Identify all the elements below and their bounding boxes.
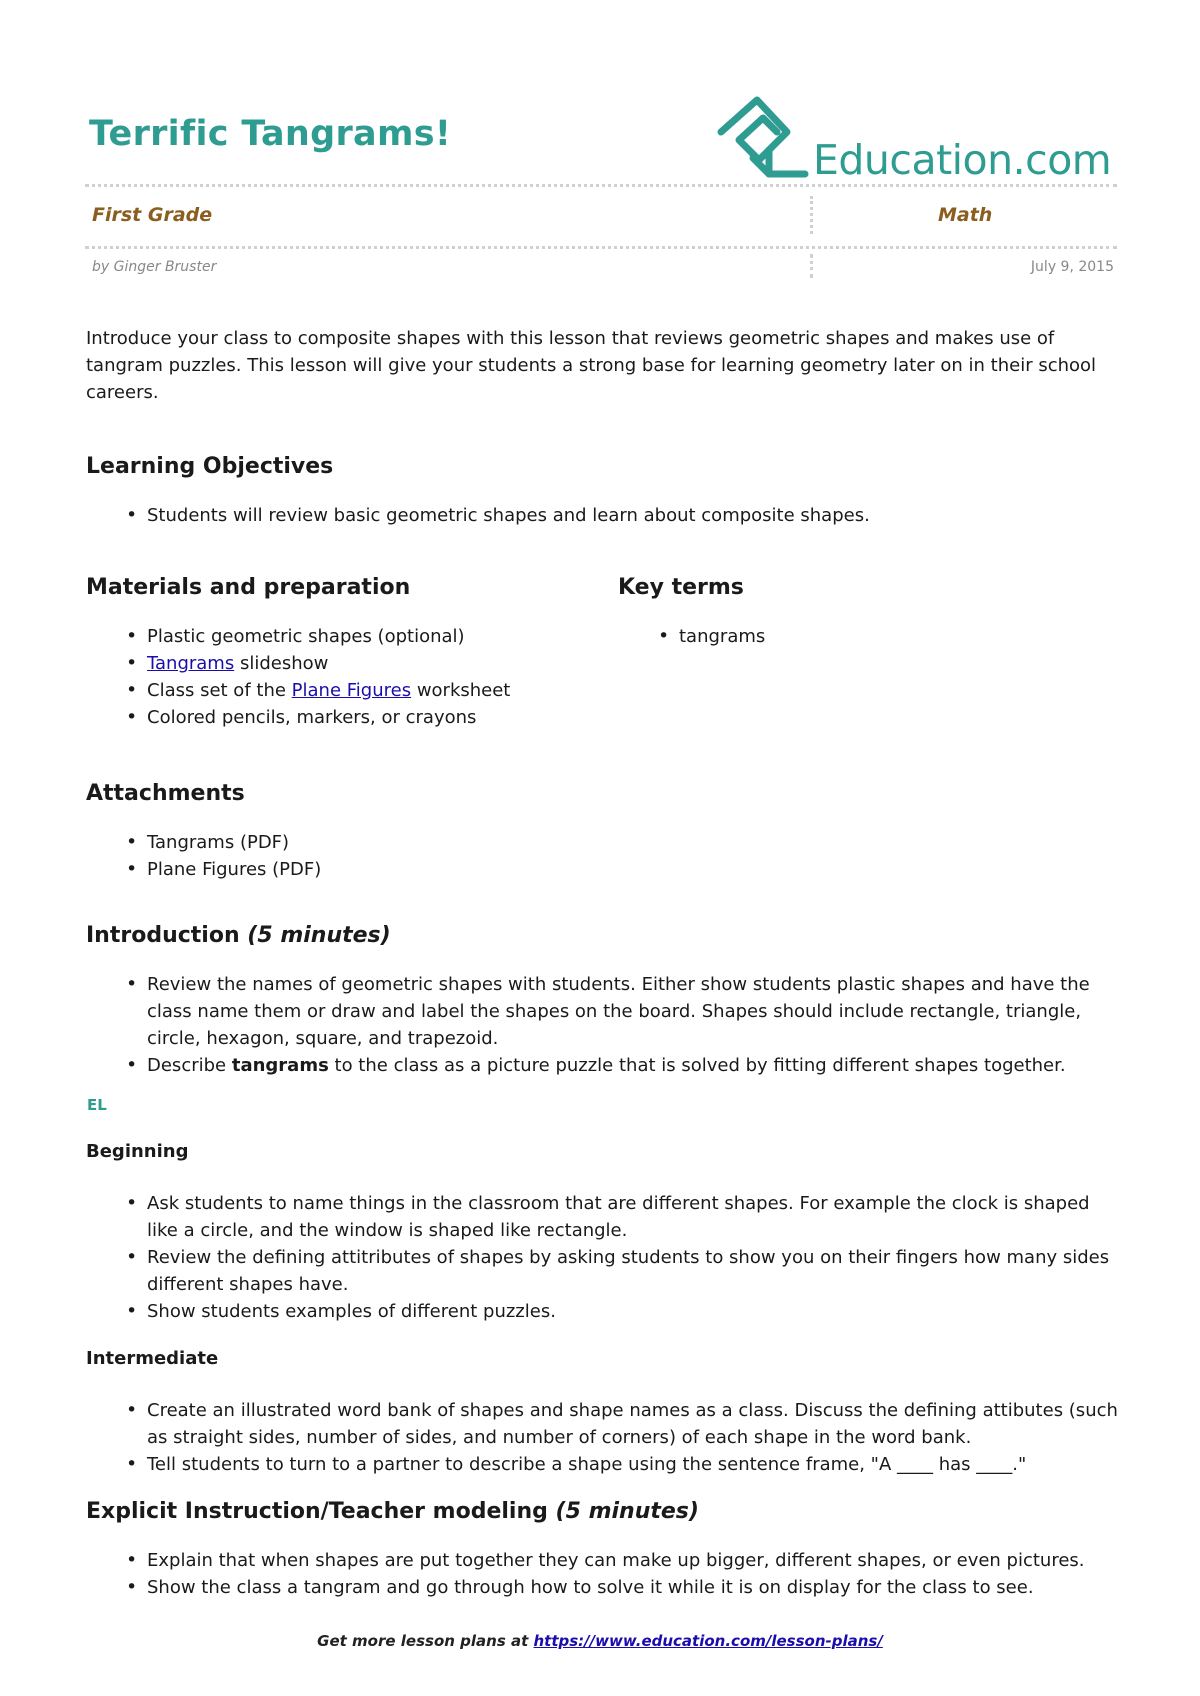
introduction-list <box>86 971 1126 1079</box>
explicit-instruction-title: Explicit Instruction/Teacher modeling <box>86 1499 548 1524</box>
list-item: • Show students examples of different puzzles. <box>86 1298 1126 1325</box>
author: by Ginger Bruster <box>92 259 217 275</box>
meta-divider <box>85 246 1117 249</box>
learning-objectives-heading: Learning Objectives <box>86 454 334 479</box>
explicit-instruction-list <box>86 1547 1126 1601</box>
list-item <box>86 677 606 704</box>
footer-text: Get more lesson plans at <box>317 1632 534 1650</box>
introduction-title: Introduction <box>86 923 240 948</box>
list-item: • Show the class a tangram and go through how to solve it while it is on display for the class to see. <box>86 1574 1126 1601</box>
attachments-heading: Attachments <box>86 781 245 806</box>
list-item-text: worksheet <box>411 680 511 701</box>
list-item-text: slideshow <box>234 653 329 674</box>
list-item <box>86 650 606 677</box>
list-item: • tangrams <box>618 623 1098 650</box>
explicit-instruction-heading <box>86 1499 699 1524</box>
list-item-text: to the class as a picture puzzle that is solved by fitting different shapes together. <box>328 1055 1066 1076</box>
attachment-item[interactable]: • Tangrams (PDF) <box>86 829 1116 856</box>
logo-wordmark: Education.com <box>813 136 1112 184</box>
list-item: • Review the names of geometric shapes with students. Either show students plastic shapes and have the class name them or draw and label the shapes on the board. Shapes should include rectangle, triangle, circle, hexagon, square, and trapezoid. <box>86 971 1126 1052</box>
intro-paragraph: Introduce your class to composite shapes with this lesson that reviews geometric shapes and makes use of tangram puzzles. This lesson will give your students a strong base for learning geometry later on in their school careers. <box>86 328 1097 403</box>
list-item-text: Class set of the <box>147 680 292 701</box>
list-item <box>86 1052 1126 1079</box>
intermediate-list <box>86 1397 1126 1478</box>
attachment-item[interactable]: • Plane Figures (PDF) <box>86 856 1116 883</box>
materials-list <box>86 623 606 731</box>
introduction-duration: (5 minutes) <box>247 923 391 948</box>
education-com-logo[interactable] <box>715 92 1115 187</box>
header-divider <box>85 184 1117 187</box>
objectives-list <box>86 502 1116 529</box>
list-item: • Plastic geometric shapes (optional) <box>86 623 606 650</box>
tangrams-link[interactable]: Tangrams <box>147 653 235 674</box>
intermediate-heading: Intermediate <box>86 1348 219 1369</box>
grade-level: First Grade <box>92 204 213 226</box>
list-item: • Students will review basic geometric shapes and learn about composite shapes. <box>86 502 1116 529</box>
meta-column-divider <box>810 196 813 234</box>
list-item: • Create an illustrated word bank of shapes and shape names as a class. Discuss the defining attibutes (such as straight sides, number of sides, and number of corners) of each shape in the word bank. <box>86 1397 1126 1451</box>
footer <box>0 1632 1200 1650</box>
list-item: • Colored pencils, markers, or crayons <box>86 704 606 731</box>
meta-column-divider-2 <box>810 254 813 278</box>
key-terms-list <box>618 623 1098 650</box>
introduction-heading <box>86 923 391 948</box>
plane-figures-link[interactable]: Plane Figures <box>291 680 412 701</box>
key-terms-heading: Key terms <box>618 575 744 600</box>
explicit-instruction-duration: (5 minutes) <box>555 1499 699 1524</box>
attachments-list <box>86 829 1116 883</box>
beginning-heading: Beginning <box>86 1141 189 1162</box>
list-item: • Ask students to name things in the classroom that are different shapes. For example the clock is shaped like a circle, and the window is shaped like rectangle. <box>86 1190 1126 1244</box>
materials-heading: Materials and preparation <box>86 575 411 600</box>
paperclip-logo-icon <box>715 92 810 182</box>
beginning-list <box>86 1190 1126 1325</box>
page-title: Terrific Tangrams! <box>89 114 452 154</box>
subject: Math <box>938 204 993 226</box>
lesson-plans-link[interactable]: https://www.education.com/lesson-plans/ <box>533 1632 883 1650</box>
list-item: • Explain that when shapes are put together they can make up bigger, different shapes, or even pictures. <box>86 1547 1126 1574</box>
publish-date: July 9, 2015 <box>1030 259 1114 275</box>
list-item: • Review the defining attitributes of shapes by asking students to show you on their fingers how many sides different shapes have. <box>86 1244 1126 1298</box>
bold-term: tangrams <box>231 1055 329 1076</box>
el-tag: EL <box>87 1096 107 1114</box>
list-item: • Tell students to turn to a partner to describe a shape using the sentence frame, "A ____ has ____." <box>86 1451 1126 1478</box>
list-item-text: Describe <box>147 1055 232 1076</box>
